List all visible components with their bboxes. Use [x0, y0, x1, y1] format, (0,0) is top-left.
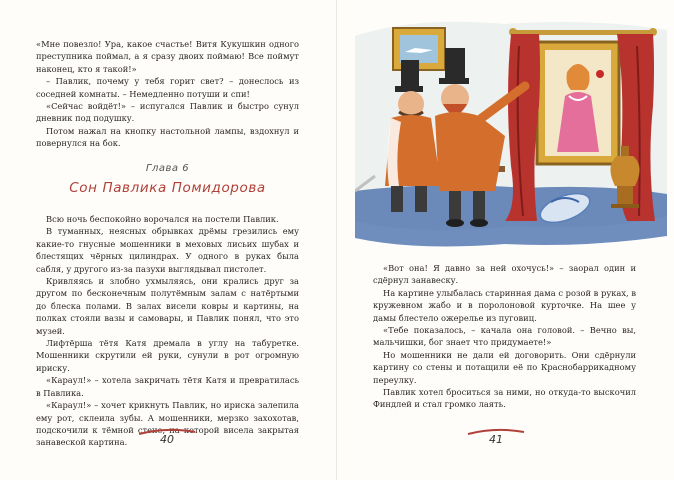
left-page-body-text: [36, 213, 299, 449]
left-page-top-text: [36, 38, 299, 150]
chapter-title: Сон Павлика Помидорова: [69, 180, 266, 196]
page-number-left: [137, 428, 197, 450]
paragraph: Кривляясь и злобно ухмыляясь, они крались друг за другом по бесконечным полутёмным залам с натёртыми до блеска полами. В залах висели ковры и картины, на полках стояли вазы и самовары, и Павлик понял, что это музей.: [36, 276, 299, 336]
paragraph: «Мне повезло! Ура, какое счастье! Витя Кукушкин одного преступника поймал, а я сразу двоих поймаю! Все поймут наконец, кто я такой!»: [36, 39, 299, 74]
right-page-body-text: [373, 262, 636, 411]
paragraph: «Вот она! Я давно за ней охочусь!» – заорал один и сдёрнул занавеску.: [373, 263, 636, 286]
paragraph: Лифтёрша тётя Катя дремала в углу на табуретке. Мошенники скрутили ей руки, сунули в рот огромную ириску.: [36, 338, 299, 373]
portrait-painting: [537, 42, 619, 164]
page-number-right: [466, 428, 526, 450]
paragraph: «Караул!» – хотела закричать тётя Катя и превратилась в Павлика.: [36, 375, 299, 398]
paragraph: «Сейчас войдёт!» – испугался Павлик и быстро сунул дневник под подушку.: [36, 101, 299, 124]
chapter-number: Глава 6: [145, 163, 190, 174]
paragraph: Потом нажал на кнопку настольной лампы, вздохнул и повернулся на бок.: [36, 125, 299, 149]
paragraph: В туманных, неясных обрывках дрёмы грезились ему какие-то гнусные мошенники в меховых лисьих шубах и блестящих чёрных цилиндрах. У одного в руках была сабля, у другого из-за пазухи выглядывал пистолет.: [36, 226, 299, 274]
paragraph: Всю ночь беспокойно ворочался на постели Павлик.: [46, 214, 279, 224]
paragraph: На картине улыбалась старинная дама с розой в руках, в кружевном жабо и в поролоновой курточке. На шее у дамы блестело ожерелье из пуговиц.: [373, 287, 636, 323]
page-number: 40: [160, 433, 174, 446]
paragraph: Павлик хотел броситься за ними, но откуда-то выскочил Финдлей и стал громко лаять.: [373, 387, 636, 410]
paragraph: «Караул!» – хочет крикнуть Павлик, но ириска залепила ему рот, склеила зубы. А мошенники, мерзко захохотав, подскочили к тёмной стене, на которой висела закрытая занавеской картина.: [36, 400, 299, 448]
paragraph: Но мошенники не дали ей договорить. Они сдёрнули картину со стены и потащили её по Краснобаррикадному переулку.: [373, 349, 636, 385]
paragraph: «Тебе показалось, – качала она головой. – Вечно вы, мальчишки, бог знает что придумаете!»: [373, 325, 636, 348]
museum-thieves-illustration: [355, 16, 667, 251]
page-number: 41: [489, 433, 503, 446]
paragraph: – Павлик, почему у тебя горит свет? – донеслось из соседней комнаты. – Немедленно потуши и спи!: [36, 76, 299, 99]
